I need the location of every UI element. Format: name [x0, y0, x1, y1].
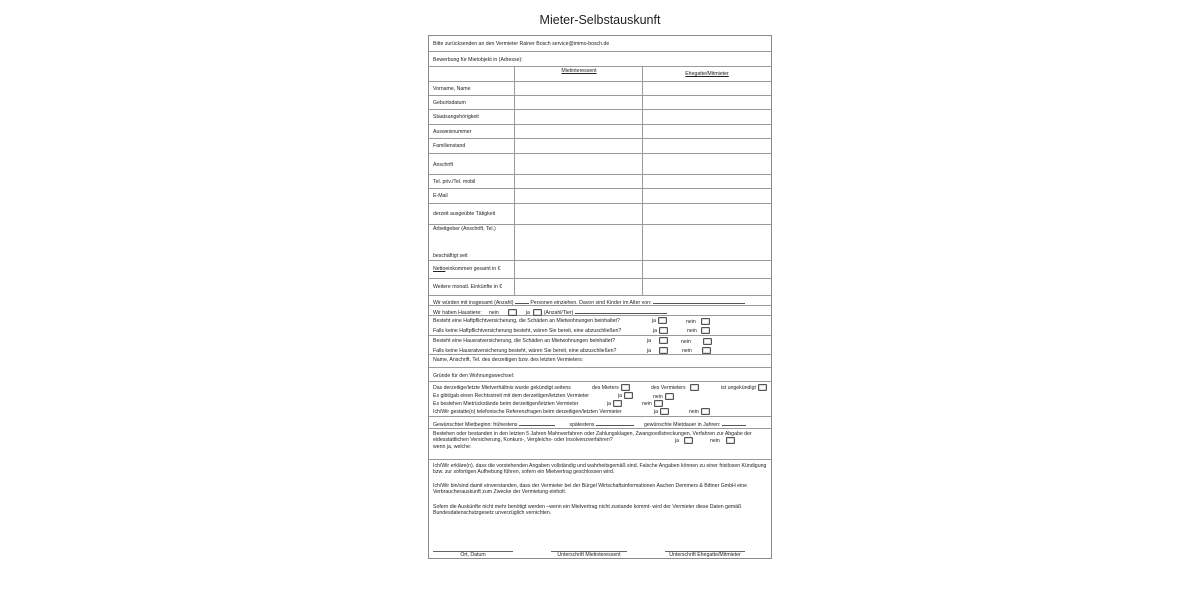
field-label: derzeit ausgeübte Tätigkeit [433, 211, 496, 217]
field-row-occupation[interactable] [429, 204, 771, 225]
proceedings-yes-checkbox[interactable] [684, 437, 693, 444]
field-row-birthdate[interactable] [429, 96, 771, 110]
arrears-yes-checkbox[interactable] [613, 400, 622, 407]
field-row-email[interactable] [429, 189, 771, 204]
latest-start-field[interactable] [596, 420, 634, 426]
insurance-question: Besteht eine Hausratversicherung, die Schäden an Mietwohnungen beinhaltet? [433, 338, 615, 344]
property-address-row[interactable] [429, 52, 771, 67]
moving-reason-label: Gründe für den Wohnungswechsel: [433, 373, 515, 379]
field-row-name[interactable] [429, 82, 771, 96]
declaration-credit-check: Ich/Wir bin/sind damit einverstanden, dass der Vermieter bei der Bürgel Wirtschaftsinformationen Aachen Demmers & Bittner GmbH eine Verbraucherauskunft zum Zwecke der Vermietung einholt. [433, 483, 747, 495]
liability-insurance-block: Besteht eine Haftpflichtversicherung, die Schäden an Mietwohnungen beinhaltet? ja nein Falls keine Haftpflichtversicherung besteht, wären Sie bereit, eine abzuschließen? ja nein [429, 316, 771, 336]
column-header-spouse: Ehegatte/Mitmieter [685, 71, 729, 77]
place-date-label: Ort, Datum [460, 552, 486, 558]
proceedings-block: Bestehen oder bestanden in den letzten 5 Jahren Mahnverfahren oder Zahlungsklagen, Zwangsvollstreckungen, Verfahren zur Abgabe der eidesstattlichen Versicherung, Konkurs-, Vergleichs- oder Insolvenzverfahren? ja nein wenn ja, welche: [429, 429, 771, 460]
return-address-text: Bitte zurücksenden an den Vermieter Rainer Bosch service@immo-bosch.de [433, 41, 610, 47]
field-sublabel: beschäftigt seit [433, 253, 468, 259]
lawsuit-no-checkbox[interactable] [665, 393, 674, 400]
declaration-data-protection: Sofern die Auskünfte nicht mehr benötigt werden –wenn ein Mietvertrag nicht zustande kommt- wird der Vermieter diese Daten gemäß Bundesdatenschutzgesetz unverzüglich vernichten. [433, 504, 742, 516]
pets-row [429, 306, 771, 316]
field-row-id-number[interactable] [429, 125, 771, 139]
landlord-question: Ich/Wir gestatte(n) telefonische Referenzfragen beim derzeitigen/letzten Vermieter [433, 409, 622, 415]
landlord-question: Es gibt/gab einen Rechtsstreit mit dem derzeitigen/letzten Vermieter [433, 393, 589, 399]
column-header-row [429, 67, 771, 82]
not-terminated-checkbox[interactable] [758, 384, 767, 391]
column-header-applicant: Mietinteressent [561, 68, 597, 74]
lawsuit-yes-checkbox[interactable] [624, 392, 633, 399]
spouse-signature-label: Unterschrift Ehegatte/Mitmieter [669, 552, 741, 558]
field-label: Ausweisnummer [433, 129, 472, 135]
return-address-row [429, 36, 771, 52]
previous-landlord-label: Name, Anschrift, Tel. des derzeitigen bzw. des letzten Vermieters: [433, 357, 584, 363]
contents-willing-yes-checkbox[interactable] [659, 347, 668, 354]
children-ages-field[interactable] [653, 298, 745, 304]
proceedings-question: Bestehen oder bestanden in den letzten 5 Jahren Mahnverfahren oder Zahlungsklagen, Zwangsvollstreckungen, Verfahren zur Abgabe der eidesstattlichen Versicherung, Konkurs-, Vergleichs- oder Insolvenzverfahren? [433, 431, 752, 443]
liability-no-checkbox[interactable] [701, 318, 710, 325]
field-label: Anschrift [433, 162, 454, 168]
field-label: Arbeitgeber (Anschrift, Tel.) [433, 226, 496, 232]
lease-duration-field[interactable] [722, 420, 746, 426]
applicant-signature-label: Unterschrift Mietinteressent [557, 552, 621, 558]
references-yes-checkbox[interactable] [660, 408, 669, 415]
field-label: Familienstand [433, 143, 466, 149]
termination-question: Das derzeitige/letzte Mietverhältnis wurde gekündigt seitens [433, 385, 571, 391]
declaration-accuracy: Ich/Wir erkläre(n), dass die vorstehenden Angaben vollständig und wahrheitsgemäß sind. Falsche Angaben können zu einer fristlosen Kündigung bzw. zur sofortigen Aufhebung führen, sofern ein Mietvertrag geschlossen wird. [433, 463, 767, 475]
field-row-employer[interactable] [429, 225, 771, 261]
page-title: Mieter-Selbstauskunft [539, 13, 661, 27]
contents-yes-checkbox[interactable] [659, 337, 668, 344]
field-row-address[interactable] [429, 154, 771, 175]
field-label: Geburtsdatum [433, 100, 466, 106]
terminated-by-landlord-checkbox[interactable] [690, 384, 699, 391]
field-label: Nettoeinkommen gesamt in € [433, 266, 501, 272]
landlord-question: Es bestehen Mietrückstände beim derzeitigen/letzten Vermieter [433, 401, 579, 407]
liability-willing-yes-checkbox[interactable] [659, 327, 668, 334]
insurance-question: Falls keine Hausratversicherung besteht, wären Sie bereit, eine abzuschließen? [433, 348, 617, 354]
field-row-marital-status[interactable] [429, 139, 771, 154]
field-label: Weitere monatl. Einkünfte in € [433, 284, 503, 290]
proceedings-no-checkbox[interactable] [726, 437, 735, 444]
references-no-checkbox[interactable] [701, 408, 710, 415]
lease-start-row [429, 417, 771, 429]
pets-text: Wir haben Haustiere: nein ja (Anzahl/Tier) [433, 308, 667, 316]
field-row-other-income[interactable] [429, 279, 771, 296]
field-label: Tel. priv./Tel. mobil [433, 179, 476, 185]
contents-no-checkbox[interactable] [703, 338, 712, 345]
previous-landlord-row[interactable] [429, 355, 771, 368]
liability-yes-checkbox[interactable] [658, 317, 667, 324]
arrears-no-checkbox[interactable] [654, 400, 663, 407]
tenant-self-disclosure-form [428, 35, 772, 559]
pets-detail-field[interactable] [575, 308, 667, 314]
field-row-net-income[interactable] [429, 261, 771, 279]
field-label: Vorname, Name [433, 86, 471, 92]
persons-count-field[interactable] [515, 298, 529, 304]
field-row-nationality[interactable] [429, 110, 771, 125]
contents-willing-no-checkbox[interactable] [702, 347, 711, 354]
lease-start-text: Gewünschter Mietbeginn: frühestens spätestens gewünschte Mietdauer in Jahren: [433, 420, 746, 428]
property-address-label: Bewerbung für Mietobjekt in (Adresse): [433, 57, 523, 63]
insurance-question: Falls keine Haftpflichtversicherung besteht, wären Sie bereit, eine abzuschließen? [433, 328, 622, 334]
household-persons-row [429, 296, 771, 306]
moving-reason-row[interactable] [429, 368, 771, 382]
household-persons-text: Wir würden mit insgesamt (Anzahl) Personen einziehen. Davon sind Kinder im Alter von: [433, 298, 745, 306]
field-label: Staatsangehörigkeit [433, 114, 479, 120]
insurance-question: Besteht eine Haftpflichtversicherung, die Schäden an Mietwohnungen beinhaltet? [433, 318, 620, 324]
termination-block: Das derzeitige/letzte Mietverhältnis wurde gekündigt seitens des Mieters des Vermieters ist ungekündigt Es gibt/gab einen Rechtsstreit mit dem derzeitigen/letzten Vermieter ja nein Es bestehen Mietrückstände beim derzeitigen/letzten Vermieter ja nein Ich/Wir gestatte(n) telefonische Referenzfragen beim derzeitigen/letzten Vermieter ja nein [429, 382, 771, 417]
field-label: E-Mail [433, 193, 448, 199]
field-row-phone[interactable] [429, 175, 771, 189]
terminated-by-tenant-checkbox[interactable] [621, 384, 630, 391]
liability-willing-no-checkbox[interactable] [701, 327, 710, 334]
earliest-start-field[interactable] [519, 420, 555, 426]
contents-insurance-block: Besteht eine Hausratversicherung, die Schäden an Mietwohnungen beinhaltet? ja nein Falls keine Hausratversicherung besteht, wären Sie bereit, eine abzuschließen? ja nein [429, 336, 771, 355]
proceedings-which-label: wenn ja, welche: [433, 444, 472, 450]
